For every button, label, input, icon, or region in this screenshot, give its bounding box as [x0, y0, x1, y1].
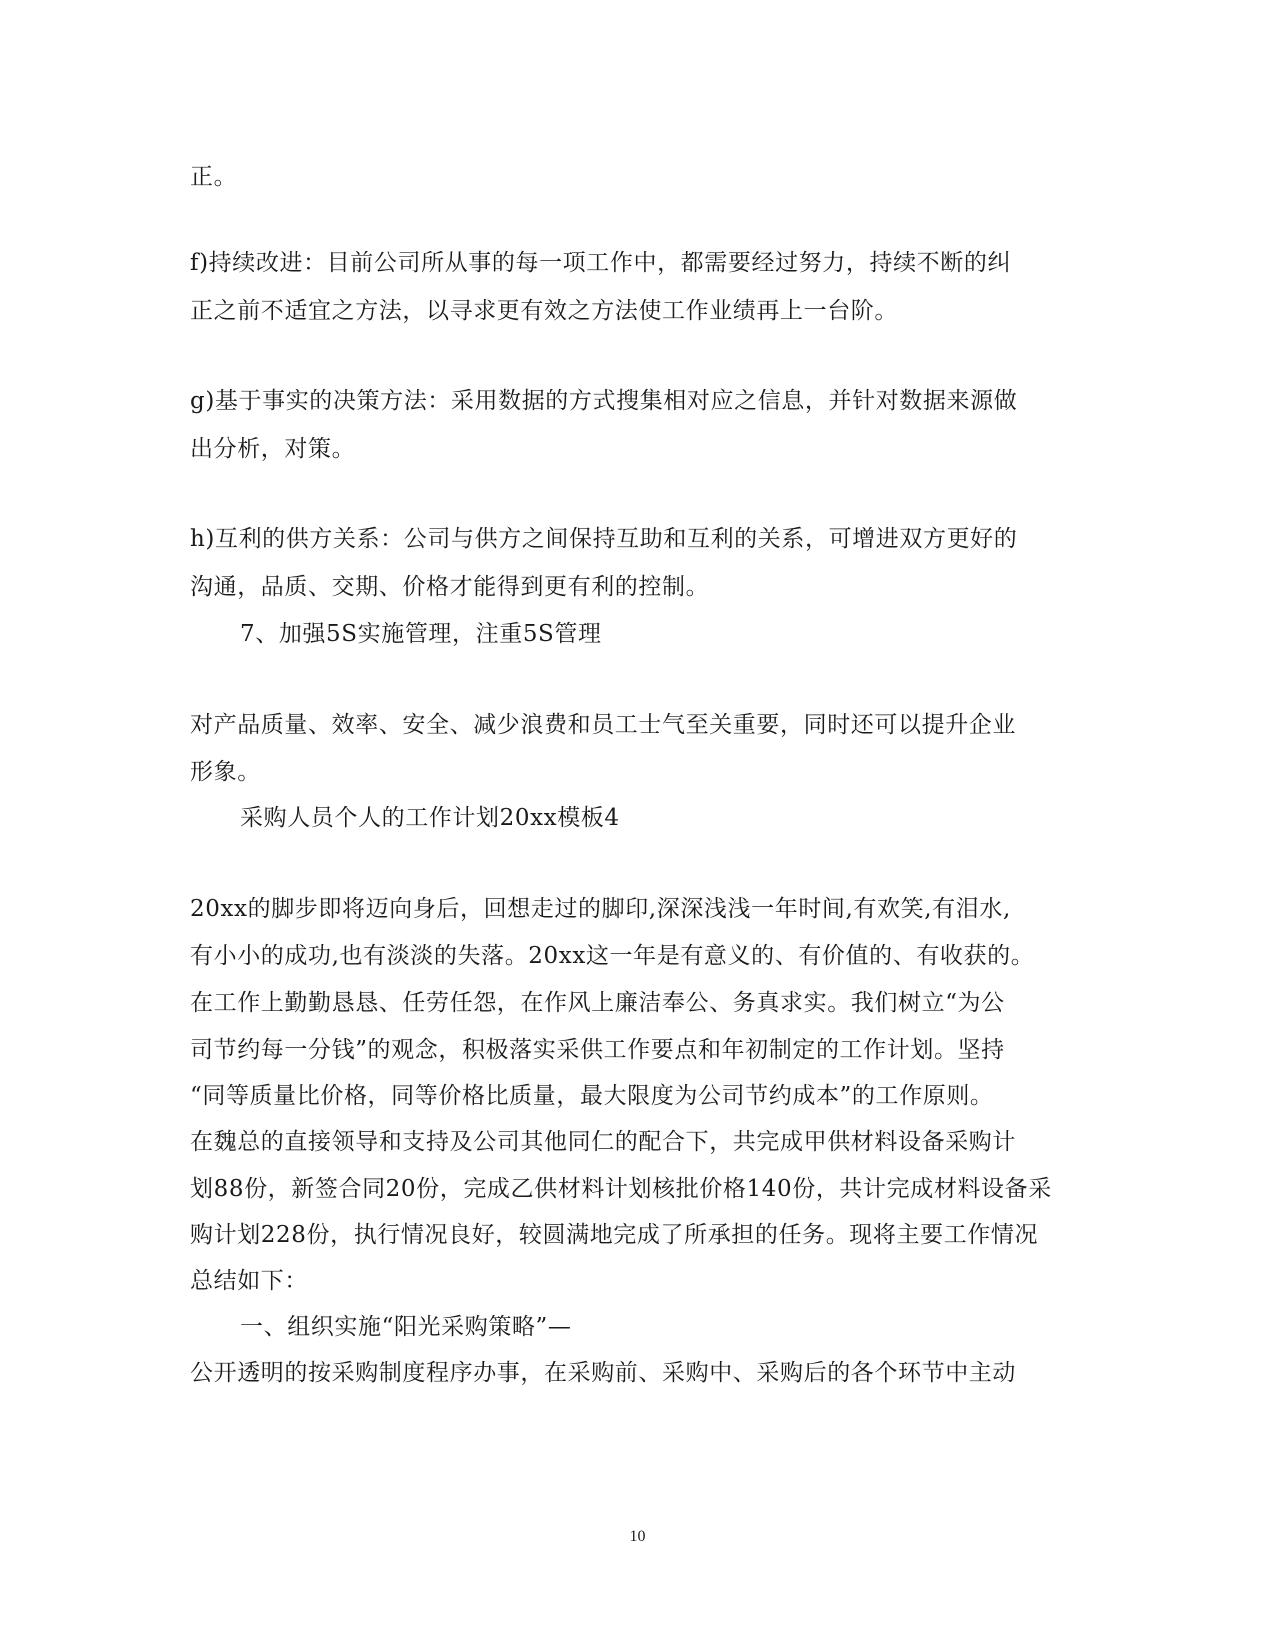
text-line: 20xx的脚步即将迈向身后，回想走过的脚印,深深浅浅一年时间,有欢笑,有泪水, [190, 896, 1011, 922]
text-line: 购计划228份，执行情况良好，较圆满地完成了所承担的任务。现将主要工作情况 [190, 1222, 1039, 1248]
text-line: h)互利的供方关系：公司与供方之间保持互助和互利的关系，可增进双方更好的 [190, 526, 1018, 552]
text-line: 在魏总的直接领导和支持及公司其他同仁的配合下，共完成甲供材料设备采购计 [190, 1129, 1016, 1155]
text-line: 正之前不适宜之方法，以寻求更有效之方法使工作业绩再上一台阶。 [190, 298, 898, 324]
text-line: 出分析，对策。 [190, 436, 356, 462]
page-number: 10 [629, 1528, 646, 1545]
text-line: “同等质量比价格，同等价格比质量，最大限度为公司节约成本”的工作原则。 [190, 1083, 994, 1109]
section-heading: 采购人员个人的工作计划20xx模板4 [240, 805, 620, 831]
text-line: 司节约每一分钱”的观念，积极落实采供工作要点和年初制定的工作计划。坚持 [190, 1037, 1005, 1063]
text-line: 正。 [190, 164, 238, 190]
section-heading: 7、加强5S实施管理，注重5S管理 [240, 621, 602, 647]
text-line: 公开透明的按采购制度程序办事，在采购前、采购中、采购后的各个环节中主动 [190, 1360, 1016, 1386]
text-line: 在工作上勤勤恳恳、任劳任怨，在作风上廉洁奉公、务真求实。我们树立“为公 [190, 990, 1005, 1016]
section-heading: 一、组织实施“阳光采购策略”— [240, 1314, 572, 1340]
text-line: 总结如下： [190, 1268, 308, 1294]
text-line: 沟通，品质、交期、价格才能得到更有利的控制。 [190, 574, 710, 600]
text-line: 划88份，新签合同20份，完成乙供材料计划核批价格140份，共计完成材料设备采 [190, 1176, 1052, 1202]
text-line: 对产品质量、效率、安全、减少浪费和员工士气至关重要，同时还可以提升企业 [190, 712, 1016, 738]
text-line: 有小小的成功,也有淡淡的失落。20xx这一年是有意义的、有价值的、有收获的。 [190, 943, 1035, 969]
text-line: 形象。 [190, 759, 261, 785]
text-line: g)基于事实的决策方法：采用数据的方式搜集相对应之信息，并针对数据来源做 [190, 388, 1018, 414]
text-line: f)持续改进：目前公司所从事的每一项工作中，都需要经过努力，持续不断的纠 [190, 250, 1012, 276]
